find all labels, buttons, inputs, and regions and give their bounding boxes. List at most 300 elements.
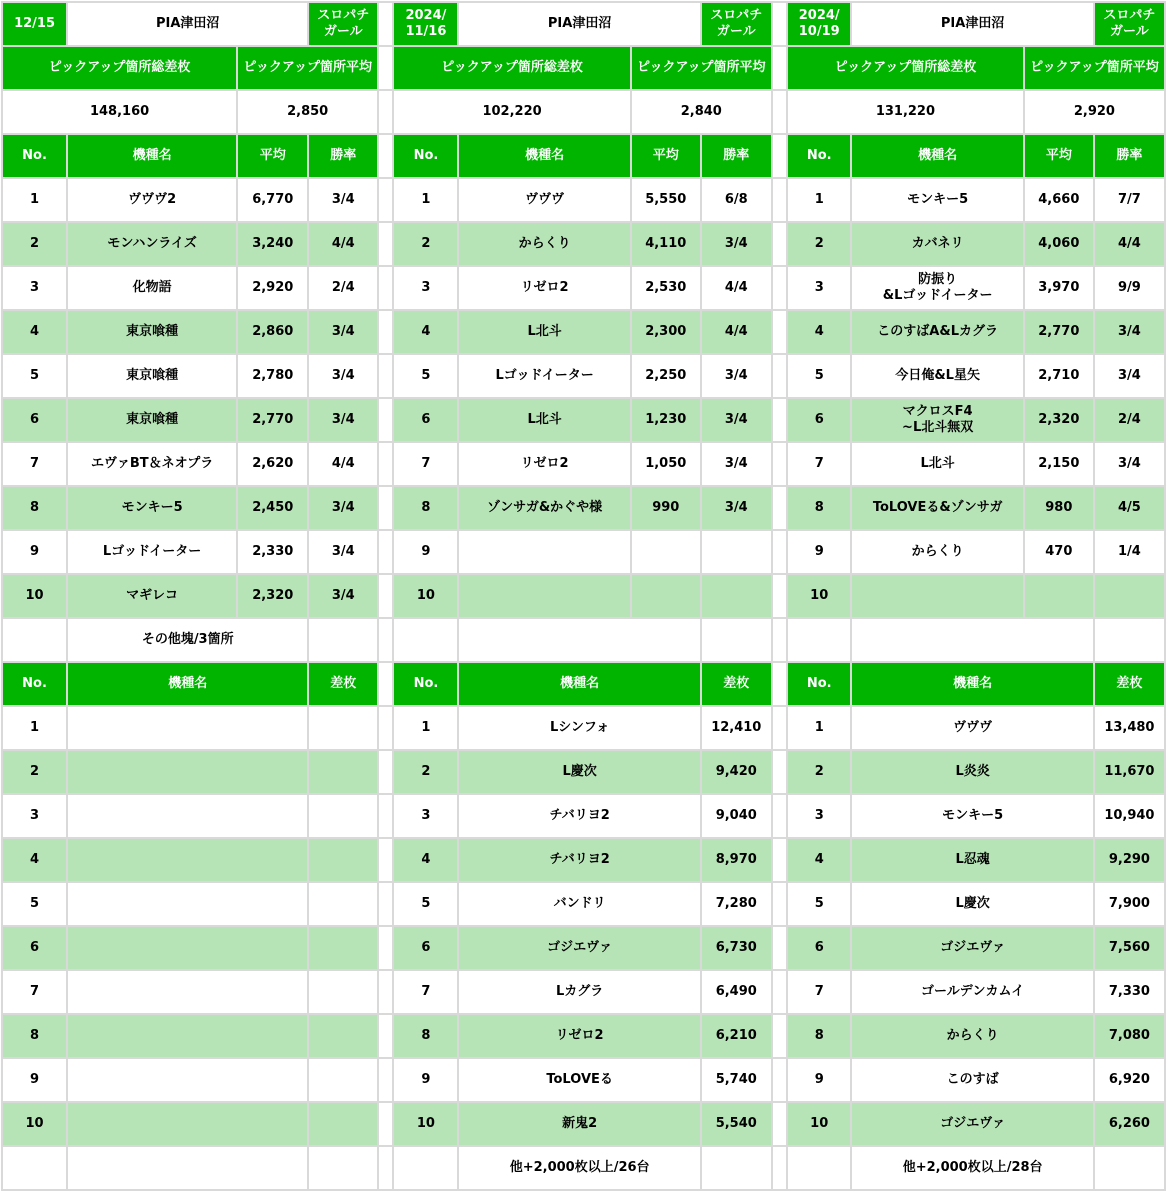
rank-cell: 9 (2, 530, 67, 574)
machine-name: L慶次 (851, 882, 1093, 926)
machine-name: 化物語 (67, 266, 237, 310)
win-rate-value: 2/4 (308, 266, 378, 310)
spacer-cell (772, 46, 787, 90)
sheet-row (2, 486, 1165, 530)
sheet-row (2, 266, 1165, 310)
diff-value: 7,900 (1094, 882, 1165, 926)
machine-name: リゼロ2 (458, 442, 630, 486)
rank-cell: 6 (393, 398, 458, 442)
header-diff: 差枚 (701, 662, 772, 706)
other-note: その他塊/3箇所 (67, 618, 308, 662)
rank-cell: 7 (393, 442, 458, 486)
machine-name: 東京喰種 (67, 310, 237, 354)
win-rate-value: 3/4 (701, 486, 772, 530)
average-value: 2,300 (631, 310, 701, 354)
spacer-cell (378, 1146, 393, 1190)
rank-cell: 5 (393, 882, 458, 926)
spacer-cell (378, 662, 393, 706)
spacer-cell (772, 926, 787, 970)
average-value (1024, 574, 1094, 618)
diff-value (308, 838, 378, 882)
average-value (631, 574, 701, 618)
machine-name: チバリヨ2 (458, 838, 700, 882)
average-value: 2,920 (237, 266, 308, 310)
average-value: 3,240 (237, 222, 308, 266)
machine-name: Lゴッドイーター (458, 354, 630, 398)
spacer-cell (378, 486, 393, 530)
sheet-row (2, 222, 1165, 266)
machine-name: リゼロ2 (458, 1014, 700, 1058)
sheet-row (2, 662, 1165, 706)
rank-cell: 8 (2, 486, 67, 530)
header-machine: 機種名 (851, 662, 1093, 706)
average-value: 2,320 (237, 574, 308, 618)
store-name: PIA津田沼 (67, 2, 308, 46)
machine-name: L慶次 (458, 750, 700, 794)
rank-cell: 5 (2, 354, 67, 398)
average-value: 2,770 (1024, 310, 1094, 354)
win-rate-value: 3/4 (308, 178, 378, 222)
win-rate-value: 3/4 (1094, 354, 1165, 398)
machine-name: バンドリ (458, 882, 700, 926)
average-value: 990 (631, 486, 701, 530)
date-cell: 2024/ 10/19 (787, 2, 851, 46)
win-rate-value: 4/4 (308, 222, 378, 266)
source-label: スロパチ ガール (308, 2, 378, 46)
rank-cell: 4 (393, 838, 458, 882)
source-label: スロパチ ガール (701, 2, 772, 46)
machine-name (67, 882, 308, 926)
rank-cell: 8 (787, 486, 851, 530)
rank-cell: 1 (2, 178, 67, 222)
machine-name: チバリヨ2 (458, 794, 700, 838)
rank-cell: 6 (2, 398, 67, 442)
machine-name (458, 530, 630, 574)
rank-cell: 9 (2, 1058, 67, 1102)
sheet-row (2, 574, 1165, 618)
sheet-row (2, 310, 1165, 354)
win-rate-value (1094, 574, 1165, 618)
spacer-cell (772, 310, 787, 354)
spacer-cell (772, 1014, 787, 1058)
machine-name: エヴァBT＆ネオプラ (67, 442, 237, 486)
average-value: 2,330 (237, 530, 308, 574)
diff-value: 12,410 (701, 706, 772, 750)
spacer-cell (378, 838, 393, 882)
sheet-row (2, 750, 1165, 794)
machine-name: ヴヴヴ (458, 178, 630, 222)
average-value: 1,050 (631, 442, 701, 486)
average-value: 470 (1024, 530, 1094, 574)
total-diff-value: 148,160 (2, 90, 237, 134)
machine-name (67, 1058, 308, 1102)
machine-name: モンハンライズ (67, 222, 237, 266)
win-rate-value: 4/4 (701, 310, 772, 354)
rank-cell: 1 (2, 706, 67, 750)
spacer-cell (378, 970, 393, 1014)
diff-value: 6,260 (1094, 1102, 1165, 1146)
total-diff-label: ピックアップ箇所総差枚 (393, 46, 630, 90)
win-rate-value (701, 530, 772, 574)
spacer-cell (378, 750, 393, 794)
spacer-cell (772, 266, 787, 310)
diff-value (308, 1102, 378, 1146)
header-no: No. (787, 134, 851, 178)
win-rate-value: 3/4 (308, 530, 378, 574)
average-value: 2,770 (237, 398, 308, 442)
rank-cell: 7 (2, 442, 67, 486)
spacer-cell (772, 662, 787, 706)
header-average: 平均 (237, 134, 308, 178)
sheet-row (2, 970, 1165, 1014)
average-value: 2,860 (237, 310, 308, 354)
footer-note (67, 1146, 308, 1190)
diff-value: 6,730 (701, 926, 772, 970)
sheet-row (2, 134, 1165, 178)
spacer-cell (772, 1102, 787, 1146)
header-average: 平均 (1024, 134, 1094, 178)
avg-label: ピックアップ箇所平均 (1024, 46, 1165, 90)
spacer-cell (378, 882, 393, 926)
rank-cell: 10 (2, 574, 67, 618)
rank-cell: 10 (393, 1102, 458, 1146)
diff-value (308, 970, 378, 1014)
average-value: 3,970 (1024, 266, 1094, 310)
header-average: 平均 (631, 134, 701, 178)
machine-name (67, 1102, 308, 1146)
diff-value: 8,970 (701, 838, 772, 882)
spacer-cell (378, 90, 393, 134)
machine-name: リゼロ2 (458, 266, 630, 310)
sheet-row (2, 530, 1165, 574)
machine-name: からくり (851, 530, 1023, 574)
spacer-cell (772, 618, 787, 662)
spacer-cell (378, 1058, 393, 1102)
win-rate-value: 3/4 (1094, 442, 1165, 486)
machine-name (67, 794, 308, 838)
spacer-cell (378, 574, 393, 618)
machine-name: ゴジエヴァ (458, 926, 700, 970)
blank-cell (2, 1146, 67, 1190)
other-note (458, 618, 700, 662)
sheet-row (2, 1014, 1165, 1058)
sheet-row (2, 838, 1165, 882)
spacer-cell (772, 178, 787, 222)
machine-name: L北斗 (851, 442, 1023, 486)
machine-name: ゴジエヴァ (851, 926, 1093, 970)
average-value: 4,060 (1024, 222, 1094, 266)
rank-cell: 4 (2, 310, 67, 354)
date-cell: 2024/ 11/16 (393, 2, 458, 46)
sheet-row (2, 1058, 1165, 1102)
rank-cell: 8 (787, 1014, 851, 1058)
header-diff: 差枚 (1094, 662, 1165, 706)
blank-cell (701, 1146, 772, 1190)
machine-name: L北斗 (458, 398, 630, 442)
machine-name: ゾンサガ&かぐや様 (458, 486, 630, 530)
machine-name (67, 706, 308, 750)
rank-cell: 3 (393, 794, 458, 838)
blank-cell (2, 618, 67, 662)
header-win-rate: 勝率 (701, 134, 772, 178)
average-value: 2,450 (237, 486, 308, 530)
spacer-cell (772, 1058, 787, 1102)
source-label: スロパチ ガール (1094, 2, 1165, 46)
average-value: 2,620 (237, 442, 308, 486)
spacer-cell (772, 838, 787, 882)
diff-value: 7,330 (1094, 970, 1165, 1014)
machine-name (67, 970, 308, 1014)
rank-cell: 8 (393, 486, 458, 530)
diff-value (308, 1014, 378, 1058)
rank-cell: 7 (787, 442, 851, 486)
diff-value (308, 1058, 378, 1102)
machine-name: モンキー5 (851, 794, 1093, 838)
machine-name: カバネリ (851, 222, 1023, 266)
sheet-row (2, 1102, 1165, 1146)
average-value: 2,320 (1024, 398, 1094, 442)
total-diff-value: 131,220 (787, 90, 1024, 134)
win-rate-value: 3/4 (701, 354, 772, 398)
rank-cell: 3 (393, 266, 458, 310)
diff-value: 9,040 (701, 794, 772, 838)
rank-cell: 5 (393, 354, 458, 398)
sheet-row (2, 882, 1165, 926)
machine-name: ヴヴヴ2 (67, 178, 237, 222)
average-value (631, 530, 701, 574)
spacer-cell (378, 2, 393, 46)
machine-name: Lシンフォ (458, 706, 700, 750)
spacer-cell (378, 926, 393, 970)
rank-cell: 9 (393, 530, 458, 574)
rank-cell: 3 (787, 794, 851, 838)
spacer-cell (772, 486, 787, 530)
win-rate-value: 3/4 (308, 398, 378, 442)
spacer-cell (378, 618, 393, 662)
machine-name: L炎炎 (851, 750, 1093, 794)
average-value: 1,230 (631, 398, 701, 442)
rank-cell: 7 (393, 970, 458, 1014)
rank-cell: 9 (787, 530, 851, 574)
machine-name (67, 1014, 308, 1058)
rank-cell: 3 (2, 266, 67, 310)
diff-value (308, 882, 378, 926)
diff-value: 6,490 (701, 970, 772, 1014)
diff-value: 6,210 (701, 1014, 772, 1058)
header-machine: 機種名 (67, 662, 308, 706)
rank-cell: 1 (393, 178, 458, 222)
win-rate-value: 3/4 (701, 398, 772, 442)
spacer-cell (772, 882, 787, 926)
footer-note: 他+2,000枚以上/28台 (851, 1146, 1093, 1190)
diff-value: 6,920 (1094, 1058, 1165, 1102)
other-note (851, 618, 1093, 662)
spacer-cell (378, 354, 393, 398)
diff-value (308, 706, 378, 750)
spacer-cell (378, 1102, 393, 1146)
win-rate-value: 4/4 (308, 442, 378, 486)
sheet-row (2, 354, 1165, 398)
rank-cell: 3 (2, 794, 67, 838)
header-machine: 機種名 (458, 662, 700, 706)
total-diff-label: ピックアップ箇所総差枚 (2, 46, 237, 90)
diff-value: 7,280 (701, 882, 772, 926)
spacer-cell (772, 222, 787, 266)
rank-cell: 10 (2, 1102, 67, 1146)
machine-name: 今日俺&L星矢 (851, 354, 1023, 398)
machine-name: モンキー5 (851, 178, 1023, 222)
machine-name: からくり (851, 1014, 1093, 1058)
machine-name (67, 926, 308, 970)
machine-name: L北斗 (458, 310, 630, 354)
win-rate-value: 3/4 (701, 442, 772, 486)
blank-cell (1094, 618, 1165, 662)
diff-value (308, 926, 378, 970)
sheet-row (2, 1146, 1165, 1190)
header-machine: 機種名 (67, 134, 237, 178)
spacer-cell (378, 222, 393, 266)
rank-cell: 3 (787, 266, 851, 310)
machine-name: 東京喰種 (67, 398, 237, 442)
blank-cell (1094, 1146, 1165, 1190)
rank-cell: 1 (393, 706, 458, 750)
avg-label: ピックアップ箇所平均 (237, 46, 378, 90)
rank-cell: 7 (787, 970, 851, 1014)
spacer-cell (378, 794, 393, 838)
avg-value: 2,850 (237, 90, 378, 134)
machine-name: ヴヴヴ (851, 706, 1093, 750)
sheet-row (2, 618, 1165, 662)
header-machine: 機種名 (851, 134, 1023, 178)
store-name: PIA津田沼 (458, 2, 700, 46)
spacer-cell (378, 530, 393, 574)
blank-cell (308, 1146, 378, 1190)
rank-cell: 2 (2, 750, 67, 794)
average-value: 4,110 (631, 222, 701, 266)
spacer-cell (772, 530, 787, 574)
spacer-cell (378, 1014, 393, 1058)
rank-cell: 5 (787, 882, 851, 926)
sheet-row (2, 794, 1165, 838)
win-rate-value: 4/5 (1094, 486, 1165, 530)
rank-cell: 8 (393, 1014, 458, 1058)
results-table (1, 1, 1166, 1191)
rank-cell: 10 (393, 574, 458, 618)
win-rate-value: 3/4 (308, 310, 378, 354)
machine-name: マクロスF4 ~L北斗無双 (851, 398, 1023, 442)
sheet-row (2, 706, 1165, 750)
machine-name: ToLOVEる&ゾンサガ (851, 486, 1023, 530)
rank-cell: 6 (2, 926, 67, 970)
header-no: No. (2, 134, 67, 178)
sheet-row (2, 926, 1165, 970)
blank-cell (787, 1146, 851, 1190)
spacer-cell (772, 90, 787, 134)
blank-cell (393, 618, 458, 662)
diff-value: 9,420 (701, 750, 772, 794)
blank-cell (308, 618, 378, 662)
rank-cell: 2 (393, 750, 458, 794)
machine-name: ToLOVEる (458, 1058, 700, 1102)
spacer-cell (772, 970, 787, 1014)
rank-cell: 2 (787, 750, 851, 794)
total-diff-label: ピックアップ箇所総差枚 (787, 46, 1024, 90)
header-machine: 機種名 (458, 134, 630, 178)
machine-name: このすば (851, 1058, 1093, 1102)
spacer-cell (378, 178, 393, 222)
spacer-cell (772, 354, 787, 398)
machine-name: 新鬼2 (458, 1102, 700, 1146)
blank-cell (787, 618, 851, 662)
header-no: No. (787, 662, 851, 706)
average-value: 6,770 (237, 178, 308, 222)
blank-cell (393, 1146, 458, 1190)
rank-cell: 10 (787, 574, 851, 618)
spacer-cell (378, 398, 393, 442)
win-rate-value: 7/7 (1094, 178, 1165, 222)
diff-value: 13,480 (1094, 706, 1165, 750)
average-value: 5,550 (631, 178, 701, 222)
spacer-cell (378, 46, 393, 90)
diff-value: 9,290 (1094, 838, 1165, 882)
average-value: 2,710 (1024, 354, 1094, 398)
sheet-row (2, 2, 1165, 46)
rank-cell: 1 (787, 178, 851, 222)
machine-name (458, 574, 630, 618)
machine-name: Lゴッドイーター (67, 530, 237, 574)
win-rate-value (701, 574, 772, 618)
spacer-cell (378, 310, 393, 354)
machine-name: からくり (458, 222, 630, 266)
header-no: No. (393, 662, 458, 706)
machine-name (67, 750, 308, 794)
machine-name: Lカグラ (458, 970, 700, 1014)
footer-note: 他+2,000枚以上/26台 (458, 1146, 700, 1190)
sheet-row (2, 90, 1165, 134)
diff-value: 5,740 (701, 1058, 772, 1102)
machine-name: 防振り &Lゴッドイーター (851, 266, 1023, 310)
win-rate-value: 3/4 (308, 486, 378, 530)
spacer-cell (772, 574, 787, 618)
machine-name: 東京喰種 (67, 354, 237, 398)
average-value: 2,150 (1024, 442, 1094, 486)
rank-cell: 6 (787, 398, 851, 442)
sheet-row (2, 178, 1165, 222)
rank-cell: 7 (2, 970, 67, 1014)
rank-cell: 4 (2, 838, 67, 882)
spacer-cell (772, 794, 787, 838)
spacer-cell (772, 1146, 787, 1190)
spacer-cell (378, 266, 393, 310)
rank-cell: 9 (393, 1058, 458, 1102)
win-rate-value: 3/4 (308, 574, 378, 618)
average-value: 2,780 (237, 354, 308, 398)
spacer-cell (772, 134, 787, 178)
avg-label: ピックアップ箇所平均 (631, 46, 772, 90)
header-win-rate: 勝率 (308, 134, 378, 178)
machine-name: モンキー5 (67, 486, 237, 530)
diff-value: 11,670 (1094, 750, 1165, 794)
rank-cell: 5 (787, 354, 851, 398)
avg-value: 2,920 (1024, 90, 1165, 134)
machine-name: このすばA&Lカグラ (851, 310, 1023, 354)
diff-value (308, 750, 378, 794)
rank-cell: 4 (787, 310, 851, 354)
rank-cell: 2 (393, 222, 458, 266)
diff-value (308, 794, 378, 838)
avg-value: 2,840 (631, 90, 772, 134)
header-no: No. (2, 662, 67, 706)
